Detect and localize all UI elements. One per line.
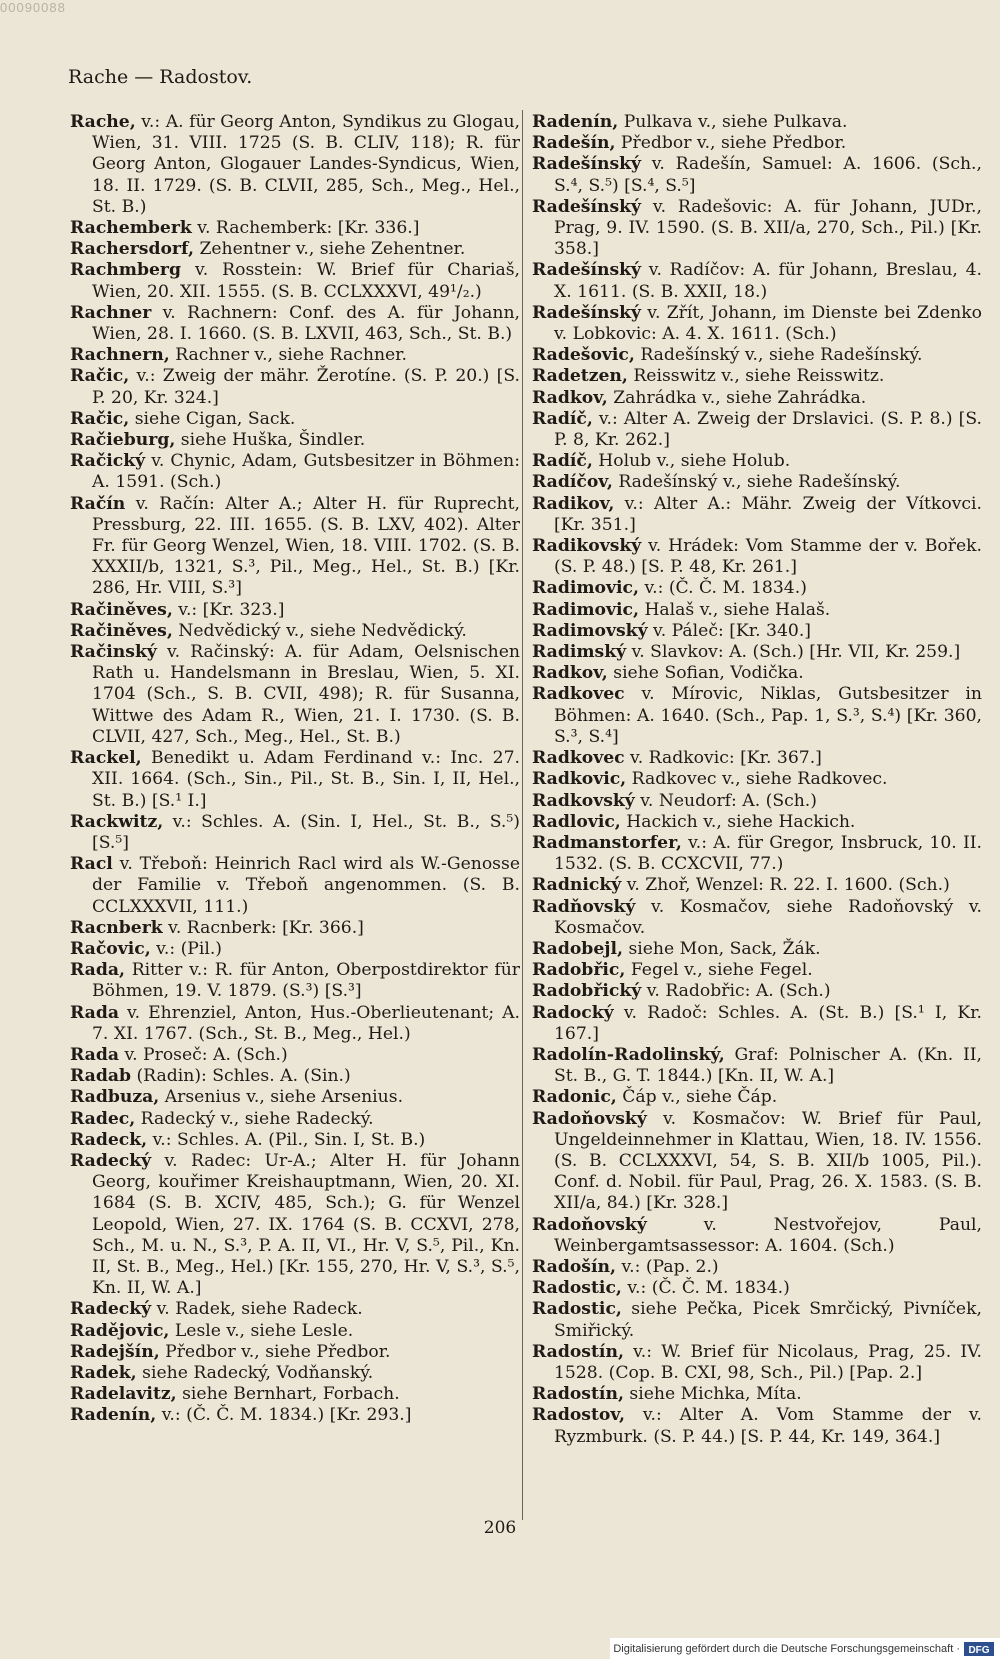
entry-headword: Radobřický	[532, 981, 642, 1002]
entry-headword: Radimovský	[532, 620, 648, 641]
lexicon-entry	[70, 218, 520, 239]
entry-headword: Račovic,	[70, 938, 151, 959]
entry-text: siehe Cigan, Sack.	[129, 408, 296, 429]
dfg-logo	[964, 1642, 994, 1656]
lexicon-entry	[532, 981, 982, 1002]
entry-text: v. Radobřic: A. (Sch.)	[641, 981, 831, 1002]
entry-text: Holub v., siehe Holub.	[592, 451, 791, 472]
entry-text: v.: Schles. A. (Pil., Sin. I, St. B.)	[147, 1129, 426, 1150]
lexicon-entry	[70, 112, 520, 218]
right-column	[532, 112, 982, 1448]
entry-headword: Radecký	[70, 1150, 152, 1171]
entry-text: v. Slavkov: A. (Sch.) [Hr. VII, Kr. 259.]	[626, 642, 961, 663]
lexicon-entry	[532, 663, 982, 684]
entry-headword: Rada	[70, 1044, 119, 1065]
entry-headword: Radek,	[70, 1362, 137, 1383]
lexicon-entry	[70, 239, 520, 260]
entry-headword: Radejšín,	[70, 1341, 160, 1362]
entry-text: siehe Michka, Míta.	[623, 1384, 802, 1405]
entry-headword: Račic,	[70, 408, 130, 429]
entry-text: v. Račinský: A. für Adam, Oelsnischen Rath u. Handelsmann in Breslau, Wien, 5. XI. 1704 (Sch., S. B. CVII, 498); R. für Susanna, Wittwe des Adam R., Wien, 21. I. 1730. (S. B. CLVII, 427, Sch., Meg., Hel., St. B.)	[92, 642, 520, 747]
lexicon-entry	[532, 388, 982, 409]
lexicon-entry	[70, 1342, 520, 1363]
entry-headword: Radlovic,	[532, 811, 621, 832]
entry-text: siehe Bernhart, Forbach.	[176, 1384, 400, 1405]
lexicon-entry	[532, 769, 982, 790]
entry-headword: Radkovic,	[532, 769, 627, 790]
entry-headword: Radkovec	[532, 684, 625, 705]
entry-text: Lesle v., siehe Lesle.	[169, 1320, 354, 1341]
entry-text: v. Racnberk: [Kr. 366.]	[162, 917, 364, 938]
lexicon-entry	[532, 833, 982, 875]
lexicon-entry	[70, 1151, 520, 1299]
lexicon-entry	[532, 197, 982, 261]
entry-headword: Radošín,	[532, 1256, 616, 1277]
lexicon-entry	[532, 1215, 982, 1257]
lexicon-entry	[70, 366, 520, 408]
entry-headword: Radkovec	[532, 748, 625, 769]
entry-headword: Rada	[70, 1002, 119, 1023]
entry-headword: Radikovský	[532, 536, 642, 557]
lexicon-entry	[70, 1299, 520, 1320]
entry-text: v.: A. für Georg Anton, Syndikus zu Glogau, Wien, 31. VIII. 1725 (S. B. CLIV, 118); R. für Georg Anton, Glogauer Landes-Syndicus, Wien, 18. II. 1729. (S. B. CLVII, 285, Sch., Meg., Hel., St. B.)	[92, 112, 520, 217]
entry-text: v. Radešovic: A. für Johann, JUDr., Prag, 9. IV. 1590. (S. B. XII/a, 270, Sch., Pil.) [Kr. 358.]	[554, 196, 982, 260]
entry-text: v.: Alter A.: Mähr. Zweig der Vítkovci. [Kr. 351.]	[554, 493, 982, 535]
entry-headword: Radoňovský	[532, 1108, 647, 1129]
entry-headword: Rachnern,	[70, 345, 170, 366]
digitization-footer	[610, 1638, 1000, 1659]
lexicon-entry	[532, 133, 982, 154]
entry-headword: Rackel,	[70, 748, 142, 769]
lexicon-entry	[532, 875, 982, 896]
entry-headword: Radimovic,	[532, 599, 639, 620]
lexicon-entry	[532, 1045, 982, 1087]
entry-text: v. Hrádek: Vom Stamme der v. Bořek. (S. P. 48.) [S. P. 48, Kr. 261.]	[554, 536, 982, 578]
lexicon-entry	[532, 791, 982, 812]
lexicon-entry	[532, 812, 982, 833]
entry-headword: Radostín,	[532, 1341, 624, 1362]
entry-headword: Radenín,	[532, 112, 619, 132]
entry-headword: Radkov,	[532, 387, 608, 408]
entry-text: v. Proseč: A. (Sch.)	[118, 1044, 288, 1065]
lexicon-entry	[70, 600, 520, 621]
entry-headword: Račín	[70, 493, 126, 514]
entry-headword: Radenín,	[70, 1405, 157, 1426]
entry-text: v. Radkovic: [Kr. 367.]	[624, 748, 822, 769]
lexicon-entry	[70, 1321, 520, 1342]
entry-headword: Radostic,	[532, 1278, 622, 1299]
lexicon-entry	[532, 451, 982, 472]
entry-text: (Radin): Schles. A. (Sin.)	[131, 1066, 351, 1087]
lexicon-entry	[532, 472, 982, 493]
entry-headword: Račieburg,	[70, 430, 176, 451]
entry-text: Předbor v., siehe Předbor.	[615, 133, 847, 154]
entry-text: v.: Alter A. Vom Stamme der v. Ryzmburk. (S. P. 44.) [S. P. 44, Kr. 149, 364.]	[554, 1405, 982, 1447]
lexicon-entry	[532, 642, 982, 663]
entry-text: v. Radoč: Schles. A. (St. B.) [S.¹ I, Kr. 167.]	[554, 1002, 982, 1044]
entry-headword: Racnberk	[70, 917, 163, 938]
entry-headword: Radonic,	[532, 1087, 617, 1108]
lexicon-entry	[70, 430, 520, 451]
entry-headword: Radocký	[532, 1002, 614, 1023]
lexicon-entry	[532, 1257, 982, 1278]
entry-text: Radešínský v., siehe Radešínský.	[612, 472, 901, 493]
entry-headword: Radikov,	[532, 493, 615, 514]
left-column	[70, 112, 520, 1427]
entry-text: v.: (Č. Č. M. 1834.)	[638, 578, 807, 599]
lexicon-entry	[70, 854, 520, 918]
lexicon-entry	[532, 409, 982, 451]
entry-text: v. Chynic, Adam, Gutsbesitzer in Böhmen: A. 1591. (Sch.)	[92, 451, 520, 493]
lexicon-entry	[70, 1130, 520, 1151]
lexicon-entry	[532, 621, 982, 642]
entry-headword: Radešínský	[532, 196, 642, 217]
entry-text: v. Rosstein: W. Brief für Chariaš, Wien, 20. XII. 1555. (S. B. CCLXXXVI, 49¹/₂.)	[92, 260, 520, 302]
entry-text: v. Zhoř, Wenzel: R. 22. I. 1600. (Sch.)	[621, 875, 950, 896]
entry-headword: Radešovic,	[532, 345, 635, 366]
entry-headword: Radešín,	[532, 133, 616, 154]
entry-headword: Radobejl,	[532, 938, 623, 959]
lexicon-entry	[70, 494, 520, 600]
lexicon-entry	[70, 1363, 520, 1384]
lexicon-entry	[70, 748, 520, 812]
entry-text: v.: Alter A. Zweig der Drslavici. (S. P. 8.) [S. P. 8, Kr. 262.]	[554, 408, 982, 451]
lexicon-entry	[70, 303, 520, 345]
lexicon-entry	[532, 536, 982, 578]
entry-text: v. Radek, siehe Radeck.	[151, 1299, 363, 1320]
entry-headword: Radbuza,	[70, 1087, 160, 1108]
lexicon-entry	[532, 1003, 982, 1045]
entry-text: v.: (Č. Č. M. 1834.)	[621, 1278, 790, 1299]
lexicon-entry	[532, 260, 982, 302]
entry-text: v. Mírovic, Niklas, Gutsbesitzer in Böhmen: A. 1640. (Sch., Pap. 1, S.³, S.⁴) [Kr. 360, S.³, S.⁴]	[554, 684, 982, 747]
lexicon-entry	[70, 642, 520, 748]
lexicon-entry	[532, 366, 982, 387]
entry-headword: Rache,	[70, 112, 136, 132]
lexicon-entry	[532, 1384, 982, 1405]
lexicon-entry	[532, 578, 982, 599]
entry-text: v.: Zweig der mähr. Žerotíne. (S. P. 20.) [S. P. 20, Kr. 324.]	[92, 366, 520, 408]
entry-text: Nedvědický v., siehe Nedvědický.	[172, 620, 467, 641]
entry-headword: Radostín,	[532, 1384, 624, 1405]
lexicon-entry	[532, 303, 982, 345]
lexicon-entry	[70, 812, 520, 854]
lexicon-entry	[70, 1066, 520, 1087]
entry-text: v. Račín: Alter A.; Alter H. für Ruprecht, Pressburg, 22. III. 1655. (S. B. LXV, 402). Alter Fr. für Georg Wenzel, Wien, 18. VIII. 1702. (S. B. XXXII/b, 1321, S.³, Pil., Meg., Hel., St. B.) [Kr. 286, Hr. VIII, S.³]	[92, 493, 520, 599]
entry-text: v. Rachnern: Conf. des A. für Johann, Wien, 28. I. 1660. (S. B. LXVII, 463, Sch., St. B.)	[92, 302, 520, 345]
lexicon-entry	[70, 939, 520, 960]
page-number: 206	[483, 1518, 517, 1538]
entry-text: v.: A. für Gregor, Insbruck, 10. II. 1532. (S. B. CCXCVII, 77.)	[554, 832, 982, 875]
entry-text: Předbor v., siehe Předbor.	[159, 1341, 391, 1362]
entry-text: Radkovec v., siehe Radkovec.	[626, 769, 888, 790]
lexicon-entry	[532, 960, 982, 981]
entry-text: v. Rachemberk: [Kr. 336.]	[191, 218, 420, 239]
entry-headword: Radějovic,	[70, 1320, 170, 1341]
lexicon-entry	[532, 684, 982, 748]
entry-text: Graf: Polnischer A. (Kn. II, St. B., G. T. 1844.) [Kn. II, W. A.]	[554, 1044, 982, 1087]
entry-headword: Radíč,	[532, 408, 593, 429]
entry-text: Hackich v., siehe Hackich.	[620, 811, 856, 832]
entry-headword: Rachmberg	[70, 260, 181, 281]
entry-headword: Račiněves,	[70, 599, 173, 620]
entry-headword: Rachner	[70, 302, 152, 323]
lexicon-entry	[532, 112, 982, 133]
entry-headword: Radimovic,	[532, 578, 639, 599]
entry-headword: Radostov,	[532, 1405, 625, 1426]
entry-text: Fegel v., siehe Fegel.	[625, 960, 813, 981]
entry-headword: Radnický	[532, 875, 622, 896]
lexicon-entry	[70, 1109, 520, 1130]
entry-text: v.: (Pap. 2.)	[615, 1256, 719, 1277]
entry-headword: Rachemberk	[70, 218, 192, 239]
entry-text: Radešínský v., siehe Radešínský.	[634, 345, 923, 366]
entry-text: v. Radec: Ur-A.; Alter H. für Johann Georg, kouřimer Kreishauptmann, Wien, 20. XI. 1684 (S. B. XCIV, 485, Sch.); G. für Wenzel Leopold, Wien, 27. IX. 1764 (S. B. CCXVI, 278, Sch., M. u. N., S.³, P. A. II, VI., Hr. V, S.⁵, Pil., Kn. II, St. B., Meg., Hel.) [Kr. 155, 270, Hr. V, S.³, S.⁵, Kn. II, W. A.]	[92, 1150, 520, 1299]
lexicon-entry	[70, 1087, 520, 1108]
entry-text: v. Nestvořejov, Paul, Weinbergamtsassessor: A. 1604. (Sch.)	[554, 1214, 982, 1256]
entry-headword: Radec,	[70, 1108, 136, 1129]
lexicon-entry	[70, 918, 520, 939]
entry-headword: Radetzen,	[532, 366, 628, 387]
entry-text: v. Radíčov: A. für Johann, Breslau, 4. X. 1611. (S. B. XXII, 18.)	[554, 260, 982, 302]
entry-text: Benedikt u. Adam Ferdinand v.: Inc. 27. XII. 1664. (Sch., Sin., Pil., St. B., Sin. I, II, Hel., St. B.) [S.¹ I.]	[92, 748, 520, 811]
entry-text: v. Třeboň: Heinrich Racl wird als W.-Genosse der Familie v. Třeboň angenommen. (S. B. CCLXXXVII, 111.)	[92, 854, 520, 917]
entry-text: v. Neudorf: A. (Sch.)	[634, 790, 817, 811]
entry-headword: Račický	[70, 451, 146, 472]
entry-headword: Radíč,	[532, 451, 593, 472]
lexicon-entry	[70, 960, 520, 1002]
lexicon-entry	[532, 494, 982, 536]
entry-headword: Radešínský	[532, 302, 642, 323]
entry-headword: Radkovský	[532, 790, 635, 811]
entry-text: v. Páleč: [Kr. 340.]	[647, 620, 811, 641]
dfg-logo-text: DFG	[968, 1644, 990, 1656]
entry-text: siehe Pečka, Picek Smrčický, Pivníček, Smiřický.	[554, 1299, 982, 1341]
lexicon-entry	[532, 1109, 982, 1215]
lexicon-entry	[532, 1278, 982, 1299]
entry-headword: Radolín-Radolinský,	[532, 1044, 725, 1065]
lexicon-entry	[70, 409, 520, 430]
entry-text: v.: [Kr. 323.]	[172, 599, 285, 620]
entry-headword: Radkov,	[532, 663, 608, 684]
entry-text: Zehentner v., siehe Zehentner.	[193, 239, 466, 260]
entry-text: v.: Schles. A. (Sin. I, Hel., St. B., S.⁵) [S.⁵]	[92, 811, 520, 853]
column-divider	[522, 110, 523, 1520]
entry-text: v. Kosmačov, siehe Radoňovský v. Kosmačov.	[554, 896, 982, 938]
entry-text: siehe Sofian, Vodička.	[607, 663, 804, 684]
entry-text: Arsenius v., siehe Arsenius.	[159, 1087, 404, 1108]
entry-text: Pulkava v., siehe Pulkava.	[618, 112, 848, 132]
lexicon-entry	[532, 154, 982, 196]
entry-text: v.: (Pil.)	[150, 938, 223, 959]
lexicon-entry	[70, 1384, 520, 1405]
entry-text: Čáp v., siehe Čáp.	[616, 1087, 778, 1108]
lexicon-entry	[70, 260, 520, 302]
entry-headword: Radimský	[532, 642, 627, 663]
entry-headword: Radeck,	[70, 1129, 148, 1150]
lexicon-entry	[532, 1299, 982, 1341]
entry-headword: Radab	[70, 1066, 131, 1087]
entry-headword: Rada,	[70, 960, 125, 981]
entry-text: v.: W. Brief für Nicolaus, Prag, 25. IV. 1528. (Cop. B. CXI, 98, Sch., Pil.) [Pap. 2.]	[554, 1341, 982, 1383]
lexicon-entry	[70, 1045, 520, 1066]
lexicon-entry	[532, 1087, 982, 1108]
lexicon-entry	[532, 748, 982, 769]
entry-headword: Račinský	[70, 642, 157, 663]
entry-text: Radecký v., siehe Radecký.	[135, 1108, 374, 1129]
entry-text: Rachner v., siehe Rachner.	[169, 345, 407, 366]
entry-text: Reisswitz v., siehe Reisswitz.	[627, 366, 885, 387]
entry-headword: Radoňovský	[532, 1214, 647, 1235]
entry-headword: Radešínský	[532, 154, 642, 175]
entry-text: siehe Huška, Šindler.	[175, 430, 366, 451]
entry-text: siehe Mon, Sack, Žák.	[622, 938, 821, 959]
lexicon-entry	[532, 345, 982, 366]
lexicon-entry	[532, 1405, 982, 1447]
entry-headword: Radmanstorfer,	[532, 832, 682, 853]
entry-headword: Radelavitz,	[70, 1384, 177, 1405]
lexicon-entry	[70, 1405, 520, 1426]
entry-headword: Radecký	[70, 1299, 152, 1320]
lexicon-entry	[70, 1003, 520, 1045]
lexicon-entry	[532, 897, 982, 939]
lexicon-entry	[70, 345, 520, 366]
entry-headword: Radňovský	[532, 896, 636, 917]
entry-headword: Radostic,	[532, 1299, 622, 1320]
entry-text: v. Kosmačov: W. Brief für Paul, Ungeldeinnehmer in Klattau, Wien, 18. IV. 1556. (S. B. CCLXXXVI, 54, S. B. XII/b 1005, Pil.). Conf. d. Nobil. für Paul, Prag, 26. X. 1583. (S. B. XII/a, 84.) [Kr. 328.]	[554, 1108, 982, 1214]
lexicon-entry	[532, 939, 982, 960]
entry-headword: Radobřic,	[532, 960, 626, 981]
entry-headword: Račiněves,	[70, 620, 173, 641]
entry-text: v. Ehrenziel, Anton, Hus.-Oberlieutenant; A. 7. XI. 1767. (Sch., St. B., Meg., Hel.)	[92, 1002, 520, 1044]
entry-text: siehe Radecký, Vodňanský.	[136, 1362, 374, 1383]
entry-text: Ritter v.: R. für Anton, Oberpostdirektor für Böhmen, 19. V. 1879. (S.³) [S.³]	[92, 960, 520, 1002]
lexicon-entry	[70, 621, 520, 642]
entry-headword: Rachersdorf,	[70, 239, 194, 260]
entry-text: Zahrádka v., siehe Zahrádka.	[607, 387, 867, 408]
entry-text: v.: (Č. Č. M. 1834.) [Kr. 293.]	[156, 1405, 412, 1426]
lexicon-entry	[70, 451, 520, 493]
lexicon-entry	[532, 600, 982, 621]
running-head: Rache — Radostov.	[68, 66, 253, 88]
footer-text: Digitalisierung gefördert durch die Deutsche Forschungsgemeinschaft ·	[613, 1642, 960, 1655]
scan-id: 00090088	[0, 0, 66, 15]
entry-headword: Radešínský	[532, 260, 642, 281]
entry-headword: Račic,	[70, 366, 130, 387]
entry-headword: Racl	[70, 854, 113, 875]
lexicon-entry	[532, 1342, 982, 1384]
dfg-logo-icon	[964, 1642, 994, 1656]
entry-text: v. Zřít, Johann, im Dienste bei Zdenko v. Lobkovic: A. 4. X. 1611. (Sch.)	[554, 302, 982, 345]
entry-text: v. Radešín, Samuel: A. 1606. (Sch., S.⁴, S.⁵) [S.⁴, S.⁵]	[554, 154, 982, 196]
entry-headword: Rackwitz,	[70, 811, 164, 832]
entry-headword: Radíčov,	[532, 472, 613, 493]
entry-text: Halaš v., siehe Halaš.	[638, 599, 831, 620]
